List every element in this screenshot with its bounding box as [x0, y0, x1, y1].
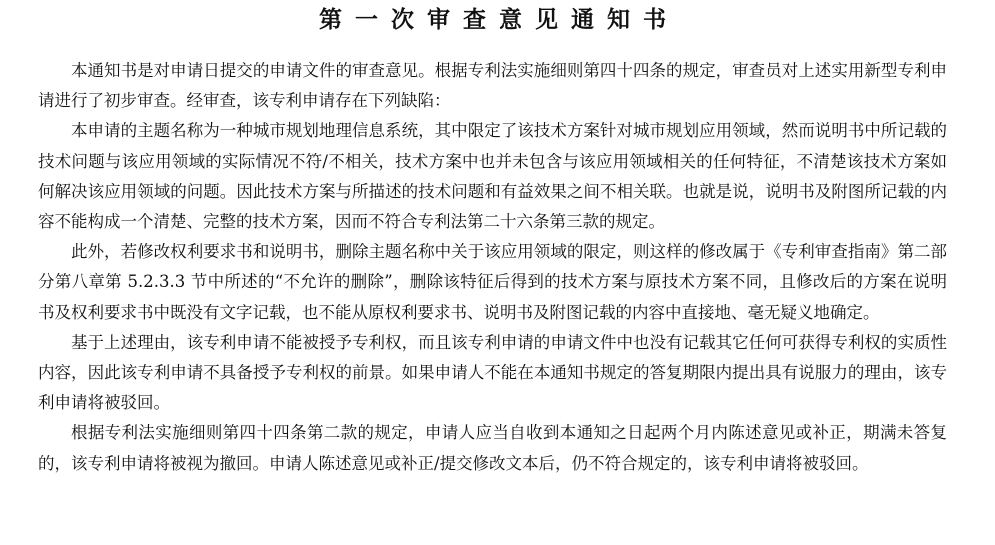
paragraph-response-deadline: 根据专利法实施细则第四十四条第二款的规定，申请人应当自收到本通知之日起两个月内陈述意见或补正，期满未答复的，该专利申请将被视为撤回。申请人陈述意见或补正/提交修改文本后，仍不符合规定的，该专利申请将被驳回。 — [38, 423, 947, 473]
document-title: 第一次审查意见通知书 — [319, 6, 679, 33]
paragraph-intro: 本通知书是对申请日提交的申请文件的审查意见。根据专利法实施细则第四十四条的规定，审查员对上述实用新型专利申请进行了初步审查。经审查，该专利申请存在下列缺陷： — [38, 61, 947, 111]
paragraph-defect-subject: 本申请的主题名称为一种城市规划地理信息系统，其中限定了该技术方案针对城市规划应用领域，然而说明书中所记载的技术问题与该应用领域的实际情况不符/不相关，技术方案中也并未包含与该应用领域相关的任何特征，不清楚该技术方案如何解决该应用领域的问题。因此技术方案与所描述的技术问题和有益效果之间不相关联。也就是说，说明书及附图所记载的内容不能构成一个清楚、完整的技术方案，因而不符合专利法第二十六条第三款的规定。 — [38, 121, 947, 232]
paragraph-amendment: 此外，若修改权利要求书和说明书，删除主题名称中关于该应用领域的限定，则这样的修改属于《专利审查指南》第二部分第八章第 5.2.3.3 节中所述的“不允许的删除”，删除该特征后得到的技术方案与原技术方案不同，且修改后的方案在说明书及权利要求书中既没有文字记载，也不能从原权利要求书、说明书及附图记载的内容中直接地、毫无疑义地确定。 — [38, 242, 947, 322]
paragraph-conclusion: 基于上述理由，该专利申请不能被授予专利权，而且该专利申请的申请文件中也没有记载其它任何可获得专利权的实质性内容，因此该专利申请不具备授予专利权的前景。如果申请人不能在本通知书规定的答复期限内提出具有说服力的理由，该专利申请将被驳回。 — [38, 332, 947, 413]
